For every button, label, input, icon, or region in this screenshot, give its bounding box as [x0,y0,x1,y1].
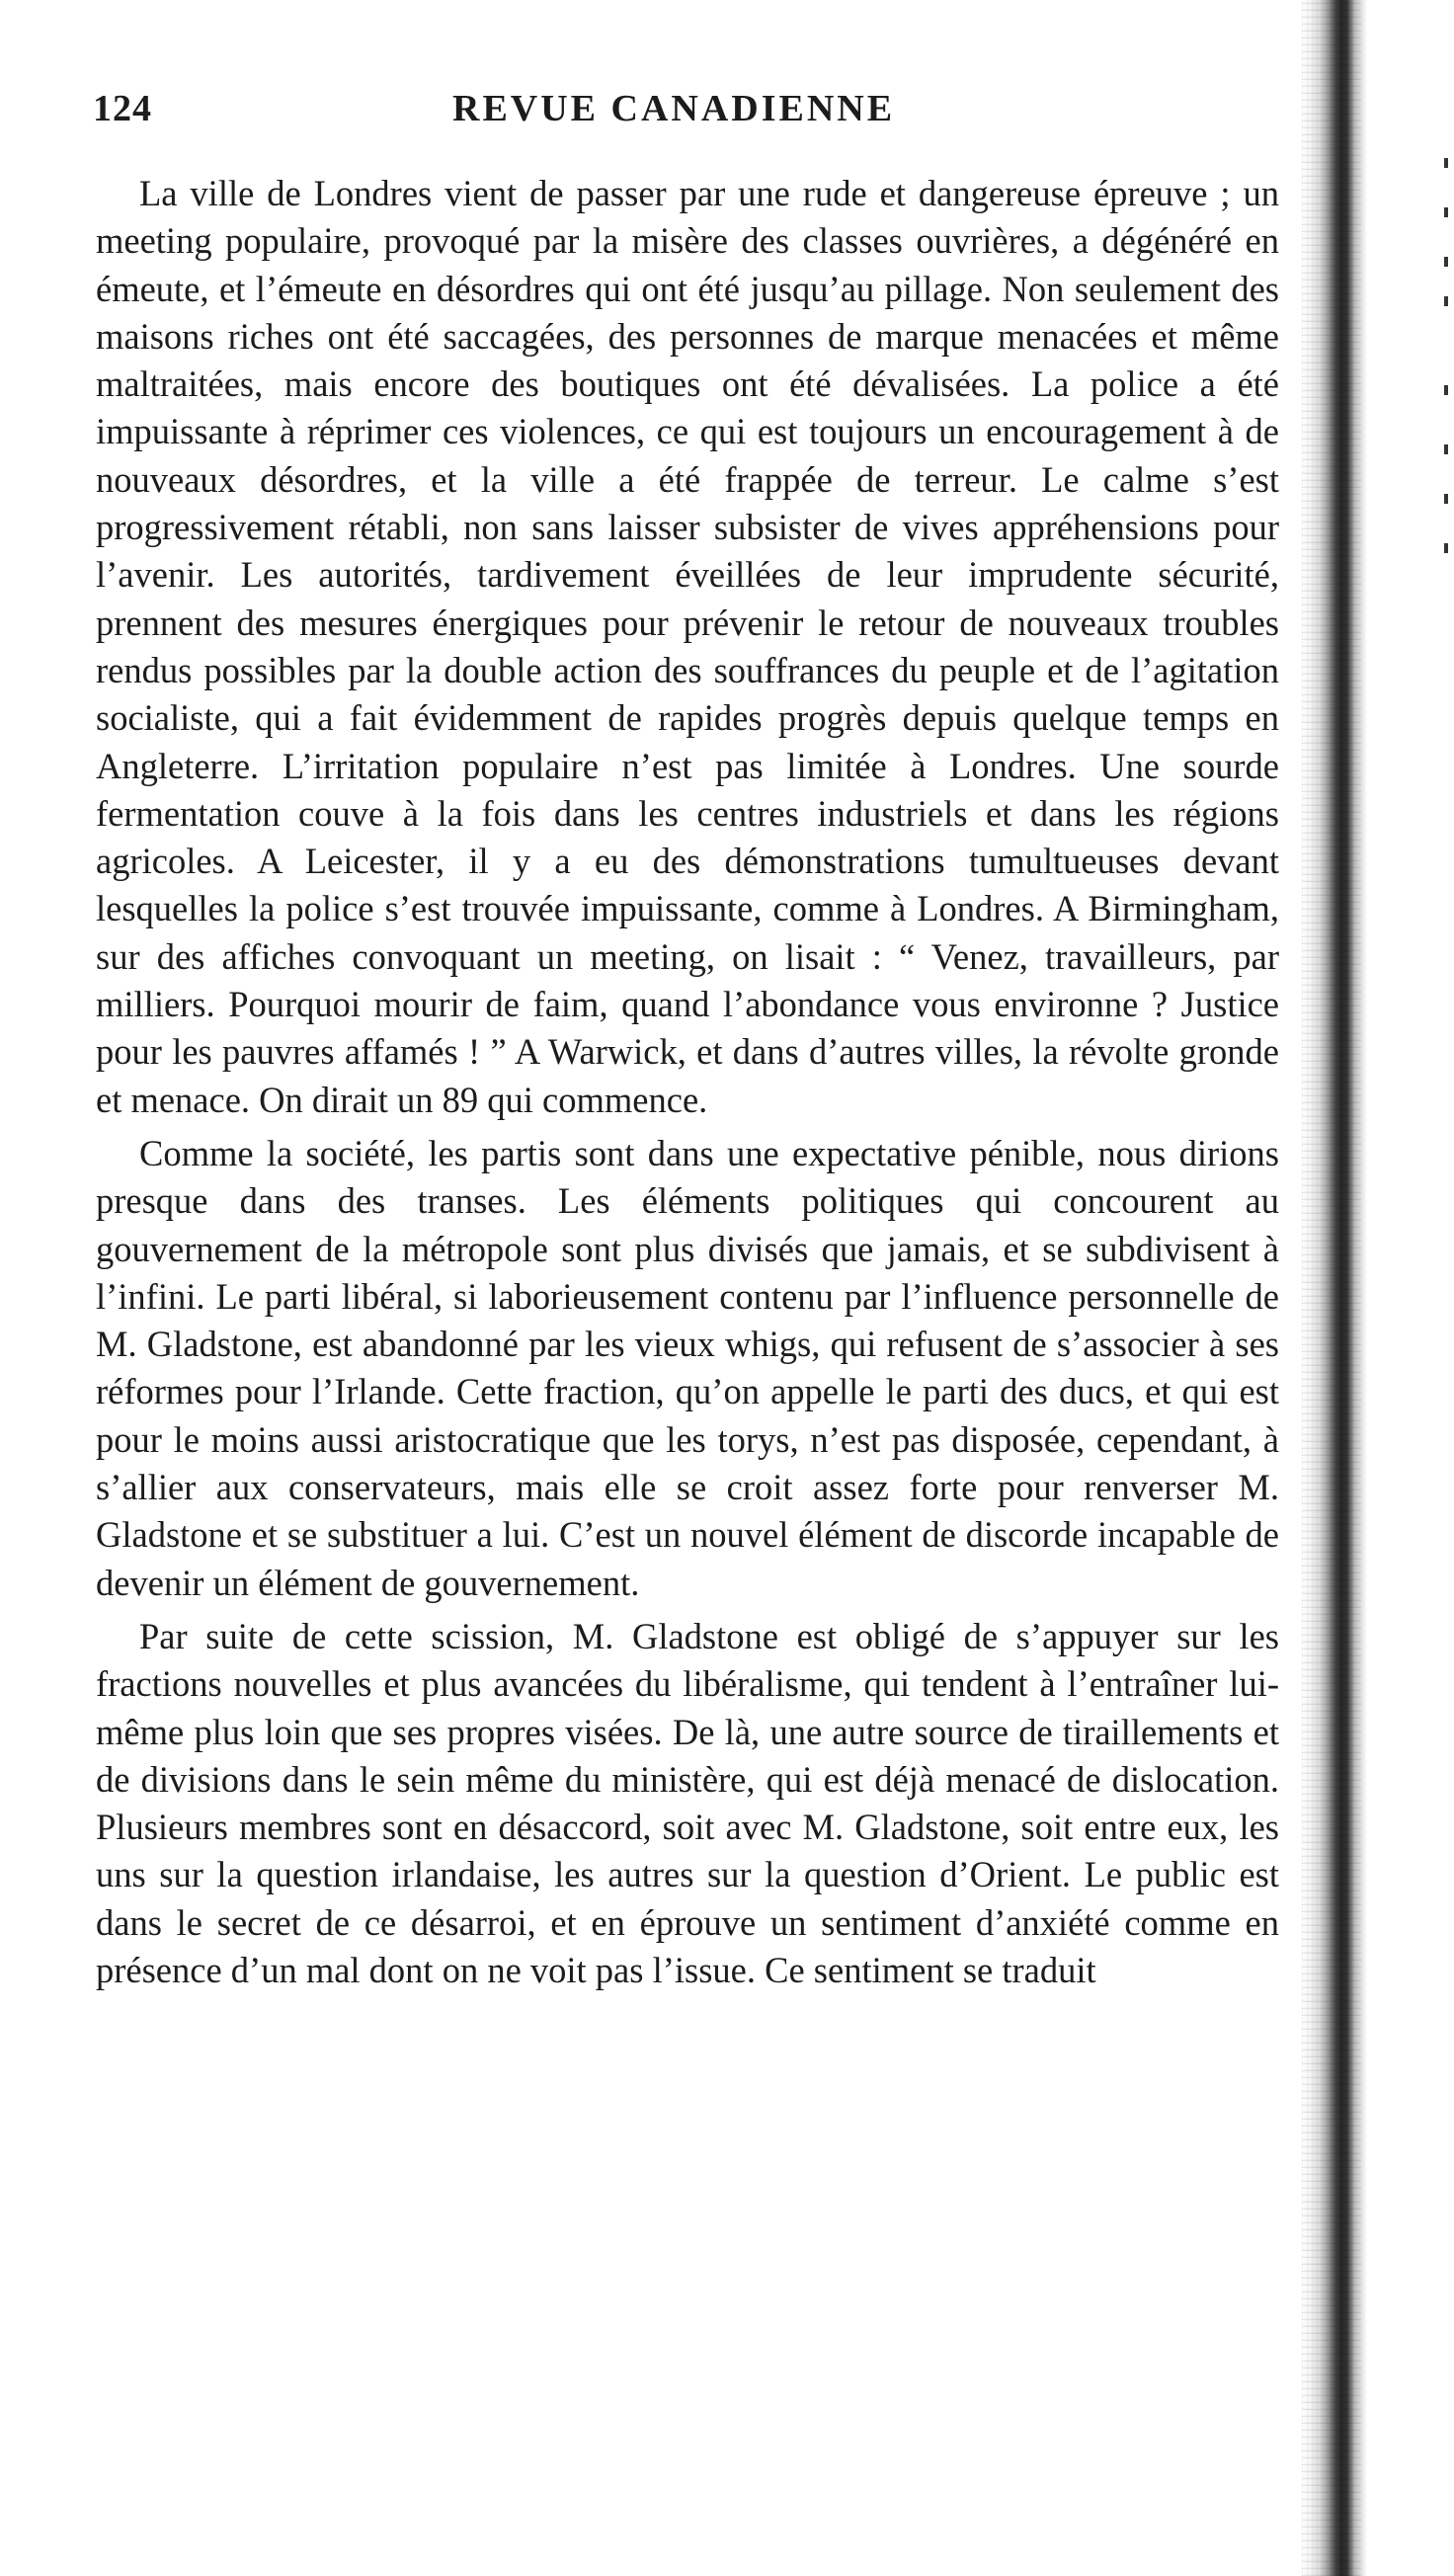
article-body [96,170,1279,2000]
facing-page-edge [1444,148,1452,593]
page-number: 124 [93,88,152,129]
binding-speckle [1302,0,1361,2576]
running-title: REVUE CANADIENNE [452,88,896,129]
page-header [93,87,1273,146]
paragraph-2: Comme la société, les partis sont dans une expectative pénible, nous dirions presque dans des transes. Les éléments politiques qui concourent au gouvernement de la métropole sont plus divisés que jamais, et se subdivisent à l’infini. Le parti libéral, si laborieusement contenu par l’influence personnelle de M. Gladstone, est abandonné par les vieux whigs, qui refusent de s’associer à ses réformes pour l’Irlande. Cette fraction, qu’on appelle le parti des ducs, et qui est pour le moins aussi aristocratique que les torys, n’est pas disposée, cependant, à s’allier aux conservateurs, mais elle se croit assez forte pour renverser M. Gladstone et se substituer a lui. C’est un nouvel élément de discorde incapable de devenir un élément de gouvernement. [96,1132,1279,1603]
paragraph-1: La ville de Londres vient de passer par une rude et dangereuse épreuve ; un meeting populaire, provoqué par la misère des classes ouvrières, a dégénéré en émeute, et l’émeute en désordres qui ont été jusqu’au pillage. Non seulement des maisons riches ont été saccagées, des personnes de marque menacées et même maltraitées, mais encore des boutiques ont été dévalisées. La police a été impuissante à réprimer ces violences, ce qui est toujours un encouragement à de nouveaux désordres, et la ville a été frappée de terreur. Le calme s’est progressivement rétabli, non sans laisser subsister de vives appréhensions pour l’avenir. Les autorités, tardivement éveillées de leur imprudente sécurité, prennent des mesures énergiques pour prévenir le retour de nouveaux troubles rendus possibles par la double action des souffrances du peuple et de l’agitation socialiste, qui a fait évidemment de rapides progrès depuis quelque temps en Angleterre. L’irritation populaire n’est pas limitée à Londres. Une sourde fermentation couve à la fois dans les centres industriels et dans les régions agricoles. A Leicester, il y a eu des démonstrations tumultueuses devant lesquelles la police s’est trouvée impuissante, comme à Londres. A Birmingham, sur des affiches convoquant un meeting, on lisait : “ Venez, travailleurs, par milliers. Pourquoi mourir de faim, quand l’abondance vous environne ? Justice pour les pauvres affamés ! ” A Warwick, et dans d’autres villes, la révolte gronde et menace. On dirait un 89 qui commence. [96,173,1279,1120]
paragraph-3: Par suite de cette scission, M. Gladstone est obligé de s’appuyer sur les fractions nouvelles et plus avancées du libéralisme, qui tendent à l’entraîner lui-même plus loin que ses propres visées. De là, une autre source de tiraillements et de divisions dans le sein même du ministère, qui est déjà menacé de dislocation. Plusieurs membres sont en désaccord, soit avec M. Gladstone, soit entre eux, les uns sur la question irlandaise, les autres sur la question d’Orient. Le public est dans le secret de ce désarroi, et en éprouve un sentiment d’anxiété comme en présence d’un mal dont on ne voit pas l’issue. Ce sentiment se traduit [96,1615,1279,1990]
